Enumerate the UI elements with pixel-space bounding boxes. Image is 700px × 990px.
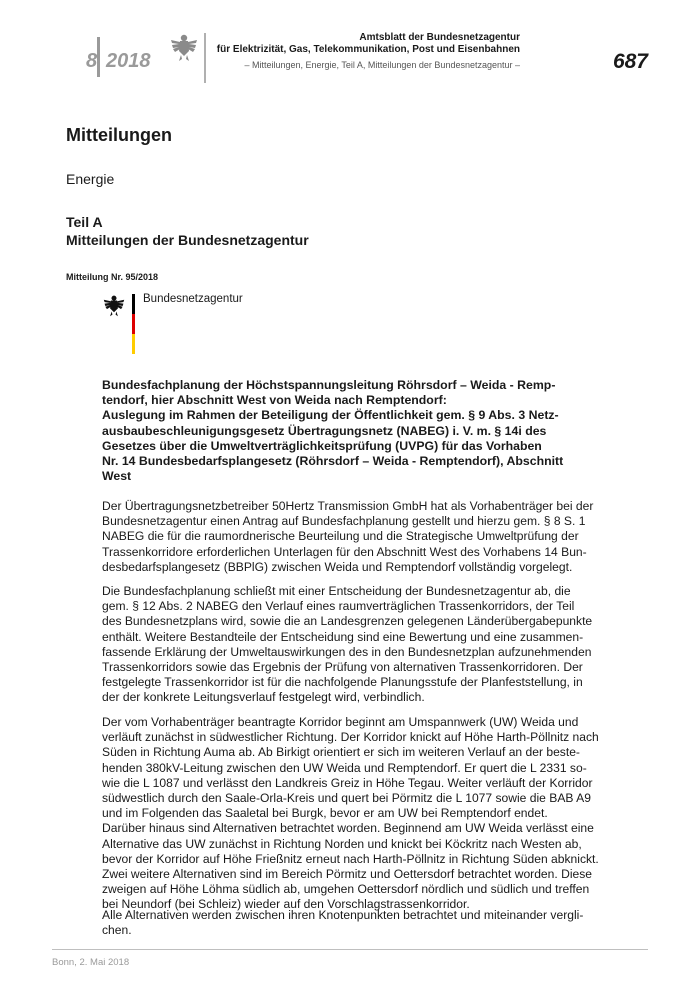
body-line: henden 380kV-Leitung zwischen den UW Weida und Remptendorf. Er quert die L 2331 so- (102, 760, 587, 775)
notice-number: Mitteilung Nr. 95/2018 (66, 272, 159, 282)
flag-stripe-red (132, 314, 135, 334)
flag-stripe-gold (132, 334, 135, 354)
title-line: West (102, 469, 132, 484)
body-line: NABEG die für die raumordnerische Beurteilung und die Strategische Umweltprüfung der (102, 529, 579, 544)
body-line: Süden in Richtung Auma ab. Ab Birkigt orientiert er sich im weiteren Verlauf an der beste- (102, 745, 580, 760)
body-line: des Bundesnetzplans wird, sowie die an Landesgrenzen gelegenen Länderübergabepunkte (102, 614, 593, 629)
body-line: Darüber hinaus sind Alternativen betrachtet worden. Beginnend am UW Weida verlässt eine (102, 821, 594, 836)
title-line: Gesetzes über die Umweltverträglichkeitsprüfung (UVPG) für das Vorhaben (102, 438, 542, 453)
body-line: und im Folgenden das Saaletal bei Burgk, bevor er am UW bei Remptendorf endet. (102, 806, 548, 821)
publication-name: Amtsblatt der Bundesnetzagentur (359, 32, 520, 43)
flag-stripe-black (132, 294, 135, 314)
body-line: wie die L 1087 und verlässt den Landkreis Greiz in Höhe Tegau. Weiter verläuft der Korridor (102, 775, 593, 790)
german-flag-bar (132, 294, 135, 354)
part-label: Teil A (66, 214, 103, 230)
title-line: Bundesfachplanung der Höchstspannungsleitung Röhrsdorf – Weida - Remp- (102, 378, 556, 392)
body-line: gem. § 12 Abs. 2 NABEG den Verlauf eines raumverträglichen Trassenkorridors, der Teil (102, 599, 575, 614)
publication-scope: für Elektrizität, Gas, Telekommunikation, Post und Eisenbahnen (216, 44, 520, 55)
body-line: Alle Alternativen werden zwischen ihren Knotenpunkten betrachtet und miteinander vergli- (102, 908, 584, 922)
body-line: südwestlich durch den Saale-Orla-Kreis und quert bei Pörmitz die L 1077 sowie die BAB A9 (102, 791, 591, 806)
title-line: ausbaubeschleunigungsgesetz Übertragungsnetz (NABEG) i. V. m. § 14i des (102, 423, 547, 438)
body-paragraph (102, 584, 612, 706)
body-line: enthält. Weitere Bestandteile der Entscheidung sind eine Bewertung und eine zusammen- (102, 629, 584, 644)
body-line: zweigen auf Höhe Löhma südlich ab, umgehen Oettersdorf nördlich und südlich und treffen (102, 882, 590, 897)
section-heading: Mitteilungen (66, 125, 172, 145)
body-line: Die Bundesfachplanung schließt mit einer Entscheidung der Bundesnetzagentur ab, die (102, 584, 571, 598)
section-line: – Mitteilungen, Energie, Teil A, Mitteilungen der Bundesnetzagentur – (244, 60, 520, 70)
part-title: Mitteilungen der Bundesnetzagentur (66, 232, 309, 248)
body-line: Trassenkorridors sowie das Ergebnis der Prüfung von alternativen Trassenkorridoren. Der (102, 660, 583, 675)
issue-number: 8 (86, 50, 98, 72)
body-line: Der vom Vorhabenträger beantragte Korridor beginnt am Umspannwerk (UW) Weida und (102, 715, 579, 729)
publication-title (160, 32, 520, 56)
part-heading (66, 213, 309, 249)
body-paragraph (102, 908, 612, 938)
body-line: fassende Erklärung der Umweltauswirkungen des in den Bundesnetzplan aufzunehmenden (102, 644, 592, 659)
body-line: der der konkrete Leitungsverlauf festgelegt wird, verbindlich. (102, 690, 425, 705)
footer-rule (52, 949, 648, 950)
title-line: tendorf, hier Abschnitt West von Weida nach Remptendorf: (102, 393, 447, 408)
body-line: Alternative das UW zunächst in Richtung Norden und knickt bei Köckritz nach Westen ab, (102, 836, 582, 851)
body-paragraph (102, 499, 612, 575)
body-line: Trassenkorridore erforderlichen Unterlagen für den Abschnitt West des Vorhabens 14 Bun- (102, 544, 587, 559)
title-line: Auslegung im Rahmen der Beteiligung der Öffentlichkeit gem. § 9 Abs. 3 Netz- (102, 408, 559, 423)
notice-title (102, 378, 602, 484)
body-line: desbedarfsplangesetz (BBPlG) zwischen Weida und Remptendorf vollständig vorgelegt. (102, 559, 573, 574)
body-paragraph (102, 715, 612, 913)
logo-wordmark: Bundesnetzagentur (143, 293, 243, 305)
title-line: Nr. 14 Bundesbedarfsplangesetz (Röhrsdorf – Weida - Remptendorf), Abschnitt (102, 454, 564, 469)
issue-year: 2018 (106, 50, 151, 72)
footer-date: Bonn, 2. Mai 2018 (52, 957, 130, 968)
body-line: festgelegte Trassenkorridor ist für die nachfolgende Planungsstufe der Planfeststellung, in (102, 675, 583, 690)
body-line: chen. (102, 923, 132, 938)
issue-divider (97, 37, 100, 77)
body-line: verläuft zunächst in südwestlicher Richtung. Der Korridor knickt auf Höhe Harth-Pöllnitz nach (102, 730, 599, 745)
page-number: 687 (612, 50, 648, 73)
body-line: bei Neundorf (bei Schleiz) wieder auf den Vorschlagstrassenkorridor. (102, 897, 470, 912)
bundesnetzagentur-eagle-icon (103, 294, 125, 318)
body-line: Bundesnetzagentur einen Antrag auf Bundesfachplanung gestellt und hierzu gem. § 8 S. 1 (102, 514, 586, 529)
body-line: Der Übertragungsnetzbetreiber 50Hertz Transmission GmbH hat als Vorhabenträger bei der (102, 499, 594, 513)
body-line: bevor der Korridor auf Höhe Frießnitz erneut nach Harth-Pöllnitz in Richtung Süden abknickt. (102, 851, 599, 866)
category-heading: Energie (66, 171, 115, 187)
body-line: Zwei weitere Alternativen sind im Bereich Pörmitz und Oettersdorf betrachtet worden. Diese (102, 867, 593, 882)
